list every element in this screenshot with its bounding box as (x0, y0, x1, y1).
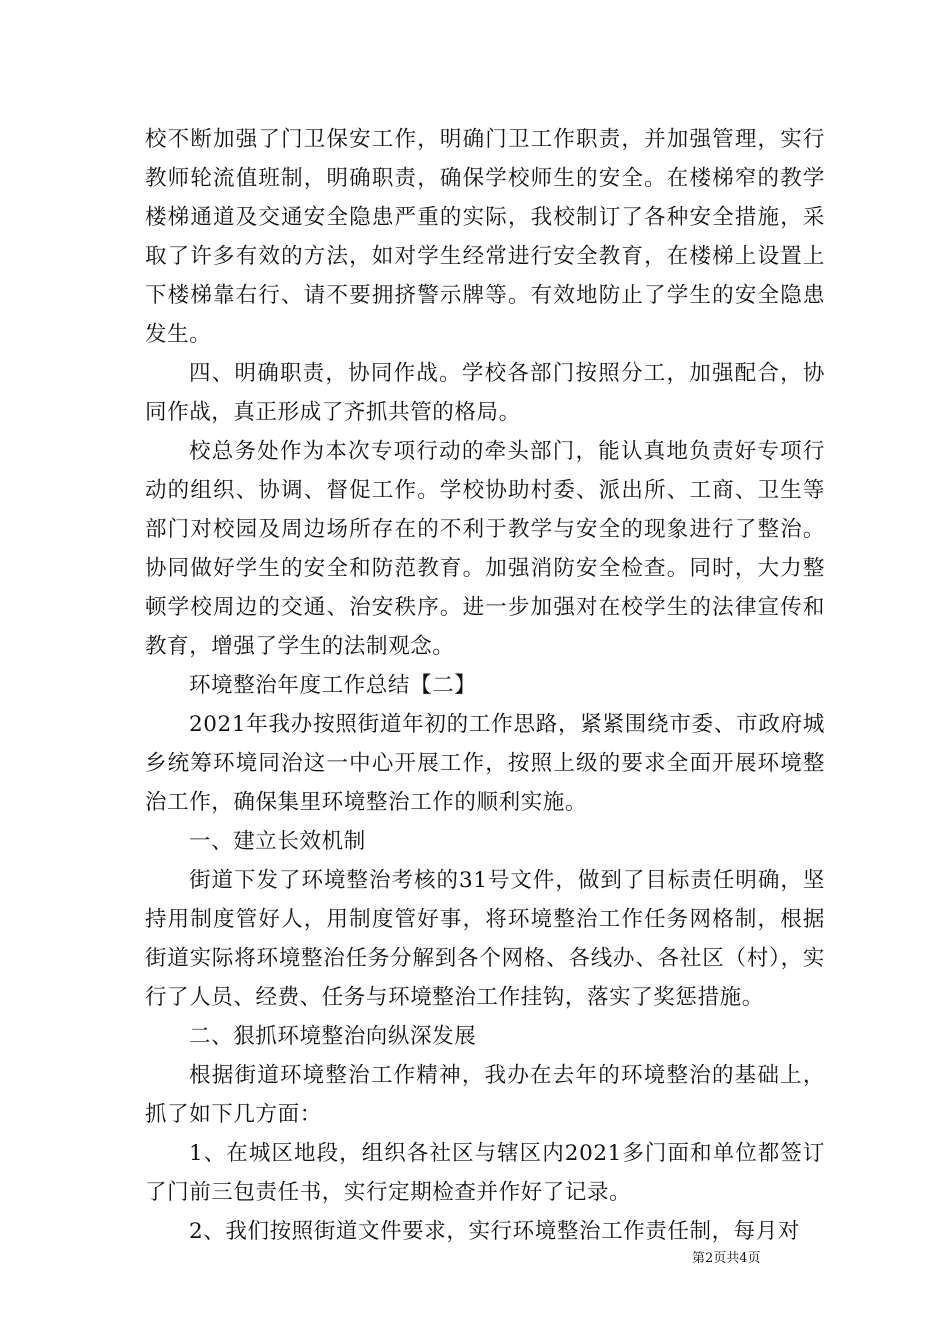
paragraph-section-four: 四、明确职责，协同作战。学校各部门按照分工，加强配合，协同作战，真正形成了齐抓共管的格局。 (145, 361, 825, 425)
paragraph-spirit: 根据街道环境整治工作精神，我办在去年的环境整治的基础上，抓了如下几方面： (145, 1063, 825, 1127)
paragraph-intro-2021: 2021年我办按照街道年初的工作思路，紧紧围绕市委、市政府城乡统筹环境同治这一中心开展工作，按照上级的要求全面开展环境整治工作，确保集里环境整治工作的顺利实施。 (145, 712, 825, 815)
paragraph-general-affairs: 校总务处作为本次专项行动的牵头部门，能认真地负责好专项行动的组织、协调、督促工作。学校协助村委、派出所、工商、卫生等部门对校园及周边场所存在的不利于教学与安全的现象进行了整治。协同做好学生的安全和防范教育。加强消防安全检查。同时，大力整顿学校周边的交通、治安秩序。进一步加强对在校学生的法律宣传和教育，增强了学生的法制观念。 (145, 439, 825, 659)
list-item-2: 2、我们按照街道文件要求，实行环境整治工作责任制，每月对 (189, 1219, 800, 1244)
paragraph-document-31: 街道下发了环境整治考核的31号文件，做到了目标责任明确，坚持用制度管好人，用制度管好事，将环境整治工作任务网格制，根据街道实际将环境整治任务分解到各个网格、各线办、各社区（村），实行了人员、经费、任务与环境整治工作挂钩，落实了奖惩措施。 (145, 868, 825, 1010)
heading-long-term-mechanism: 一、建立长效机制 (189, 829, 366, 854)
document-body (145, 120, 825, 1251)
section-title-summary-two: 环境整治年度工作总结【二】 (189, 673, 477, 698)
paragraph-school-security: 校不断加强了门卫保安工作，明确门卫工作职责，并加强管理，实行教师轮流值班制，明确职责，确保学校师生的安全。在楼梯窄的教学楼梯通道及交通安全隐患严重的实际，我校制订了各种安全措施，采取了许多有效的方法，如对学生经常进行安全教育，在楼梯上设置上下楼梯靠右行、请不要拥挤警示牌等。有效地防止了学生的安全隐患发生。 (145, 127, 825, 347)
page-number-footer: 第2页共4页 (692, 1251, 761, 1266)
list-item-1: 1、在城区地段，组织各社区与辖区内2021多门面和单位都签订了门前三包责任书，实行定期检查并作好了记录。 (145, 1141, 825, 1205)
heading-deepen-rectification: 二、狠抓环境整治向纵深发展 (189, 1024, 477, 1049)
